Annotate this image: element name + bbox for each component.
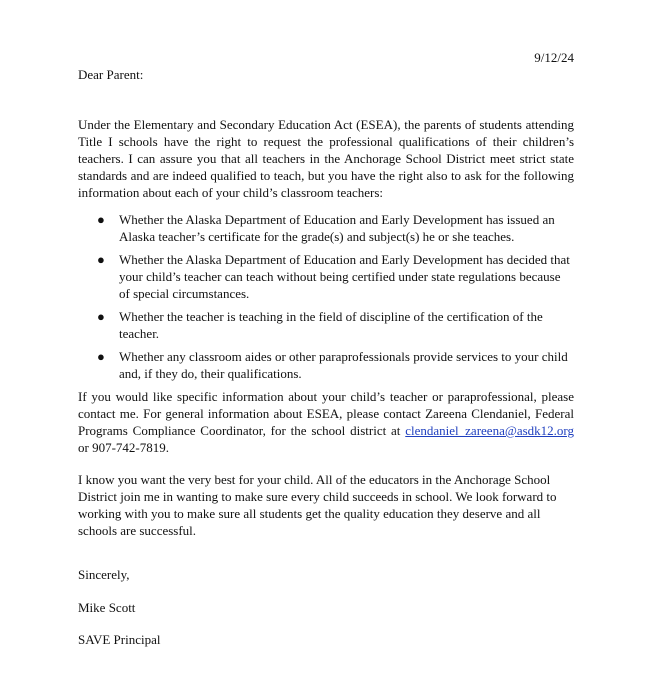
signer-name: Mike Scott <box>78 600 136 615</box>
salutation: Dear Parent: <box>78 67 144 82</box>
list-item <box>78 211 574 245</box>
paragraph-rights: Under the Elementary and Secondary Education Act (ESEA), the parents of students attending Title I schools have the right to request the professional qualifications of their children’s teachers. I can assure you that all teachers in the Anchorage School District meet strict state standards and are indeed qualified to teach, but you have the right also to ask for the following information about each of your child’s classroom teachers: <box>78 117 574 200</box>
bullet-icon: ● <box>97 212 105 227</box>
signer-title: SAVE Principal <box>78 632 161 647</box>
list-item-text: Whether any classroom aides or other paraprofessionals provide services to your child and, if they do, their qualifications. <box>119 349 568 381</box>
list-item <box>78 251 574 302</box>
bullet-icon: ● <box>97 252 105 267</box>
paragraph-contact <box>78 388 574 456</box>
bullet-icon: ● <box>97 349 105 364</box>
information-list <box>78 211 574 388</box>
email-link[interactable]: clendaniel_zareena@asdk12.org <box>405 423 574 438</box>
list-item-text: Whether the Alaska Department of Education and Early Development has issued an Alaska teacher’s certificate for the grade(s) and subject(s) he or she teaches. <box>119 212 555 244</box>
closing: Sincerely, <box>78 567 130 582</box>
contact-phone-text: or 907-742-7819. <box>78 440 169 455</box>
paragraph-closing-remarks: I know you want the very best for your child. All of the educators in the Anchorage School District join me in wanting to make sure every child succeeds in school. We look forward to working with you to make sure all students get the quality education they deserve and all schools are successful. <box>78 472 557 538</box>
list-item-text: Whether the Alaska Department of Education and Early Development has decided that your child’s teacher can teach without being certified under state regulations because of special circumstances. <box>119 252 570 301</box>
list-item <box>78 348 574 382</box>
contact-text: If you would like specific information about your child’s teacher or paraprofessional, please contact me. For general information about ESEA, please contact Zareena Clendaniel, Federal Programs Compliance Coordinator, for the school district at <box>78 389 574 438</box>
bullet-icon: ● <box>97 309 105 324</box>
list-item-text: Whether the teacher is teaching in the field of discipline of the certification of the teacher. <box>119 309 543 341</box>
letter-date: 9/12/24 <box>534 50 574 65</box>
list-item <box>78 308 574 342</box>
